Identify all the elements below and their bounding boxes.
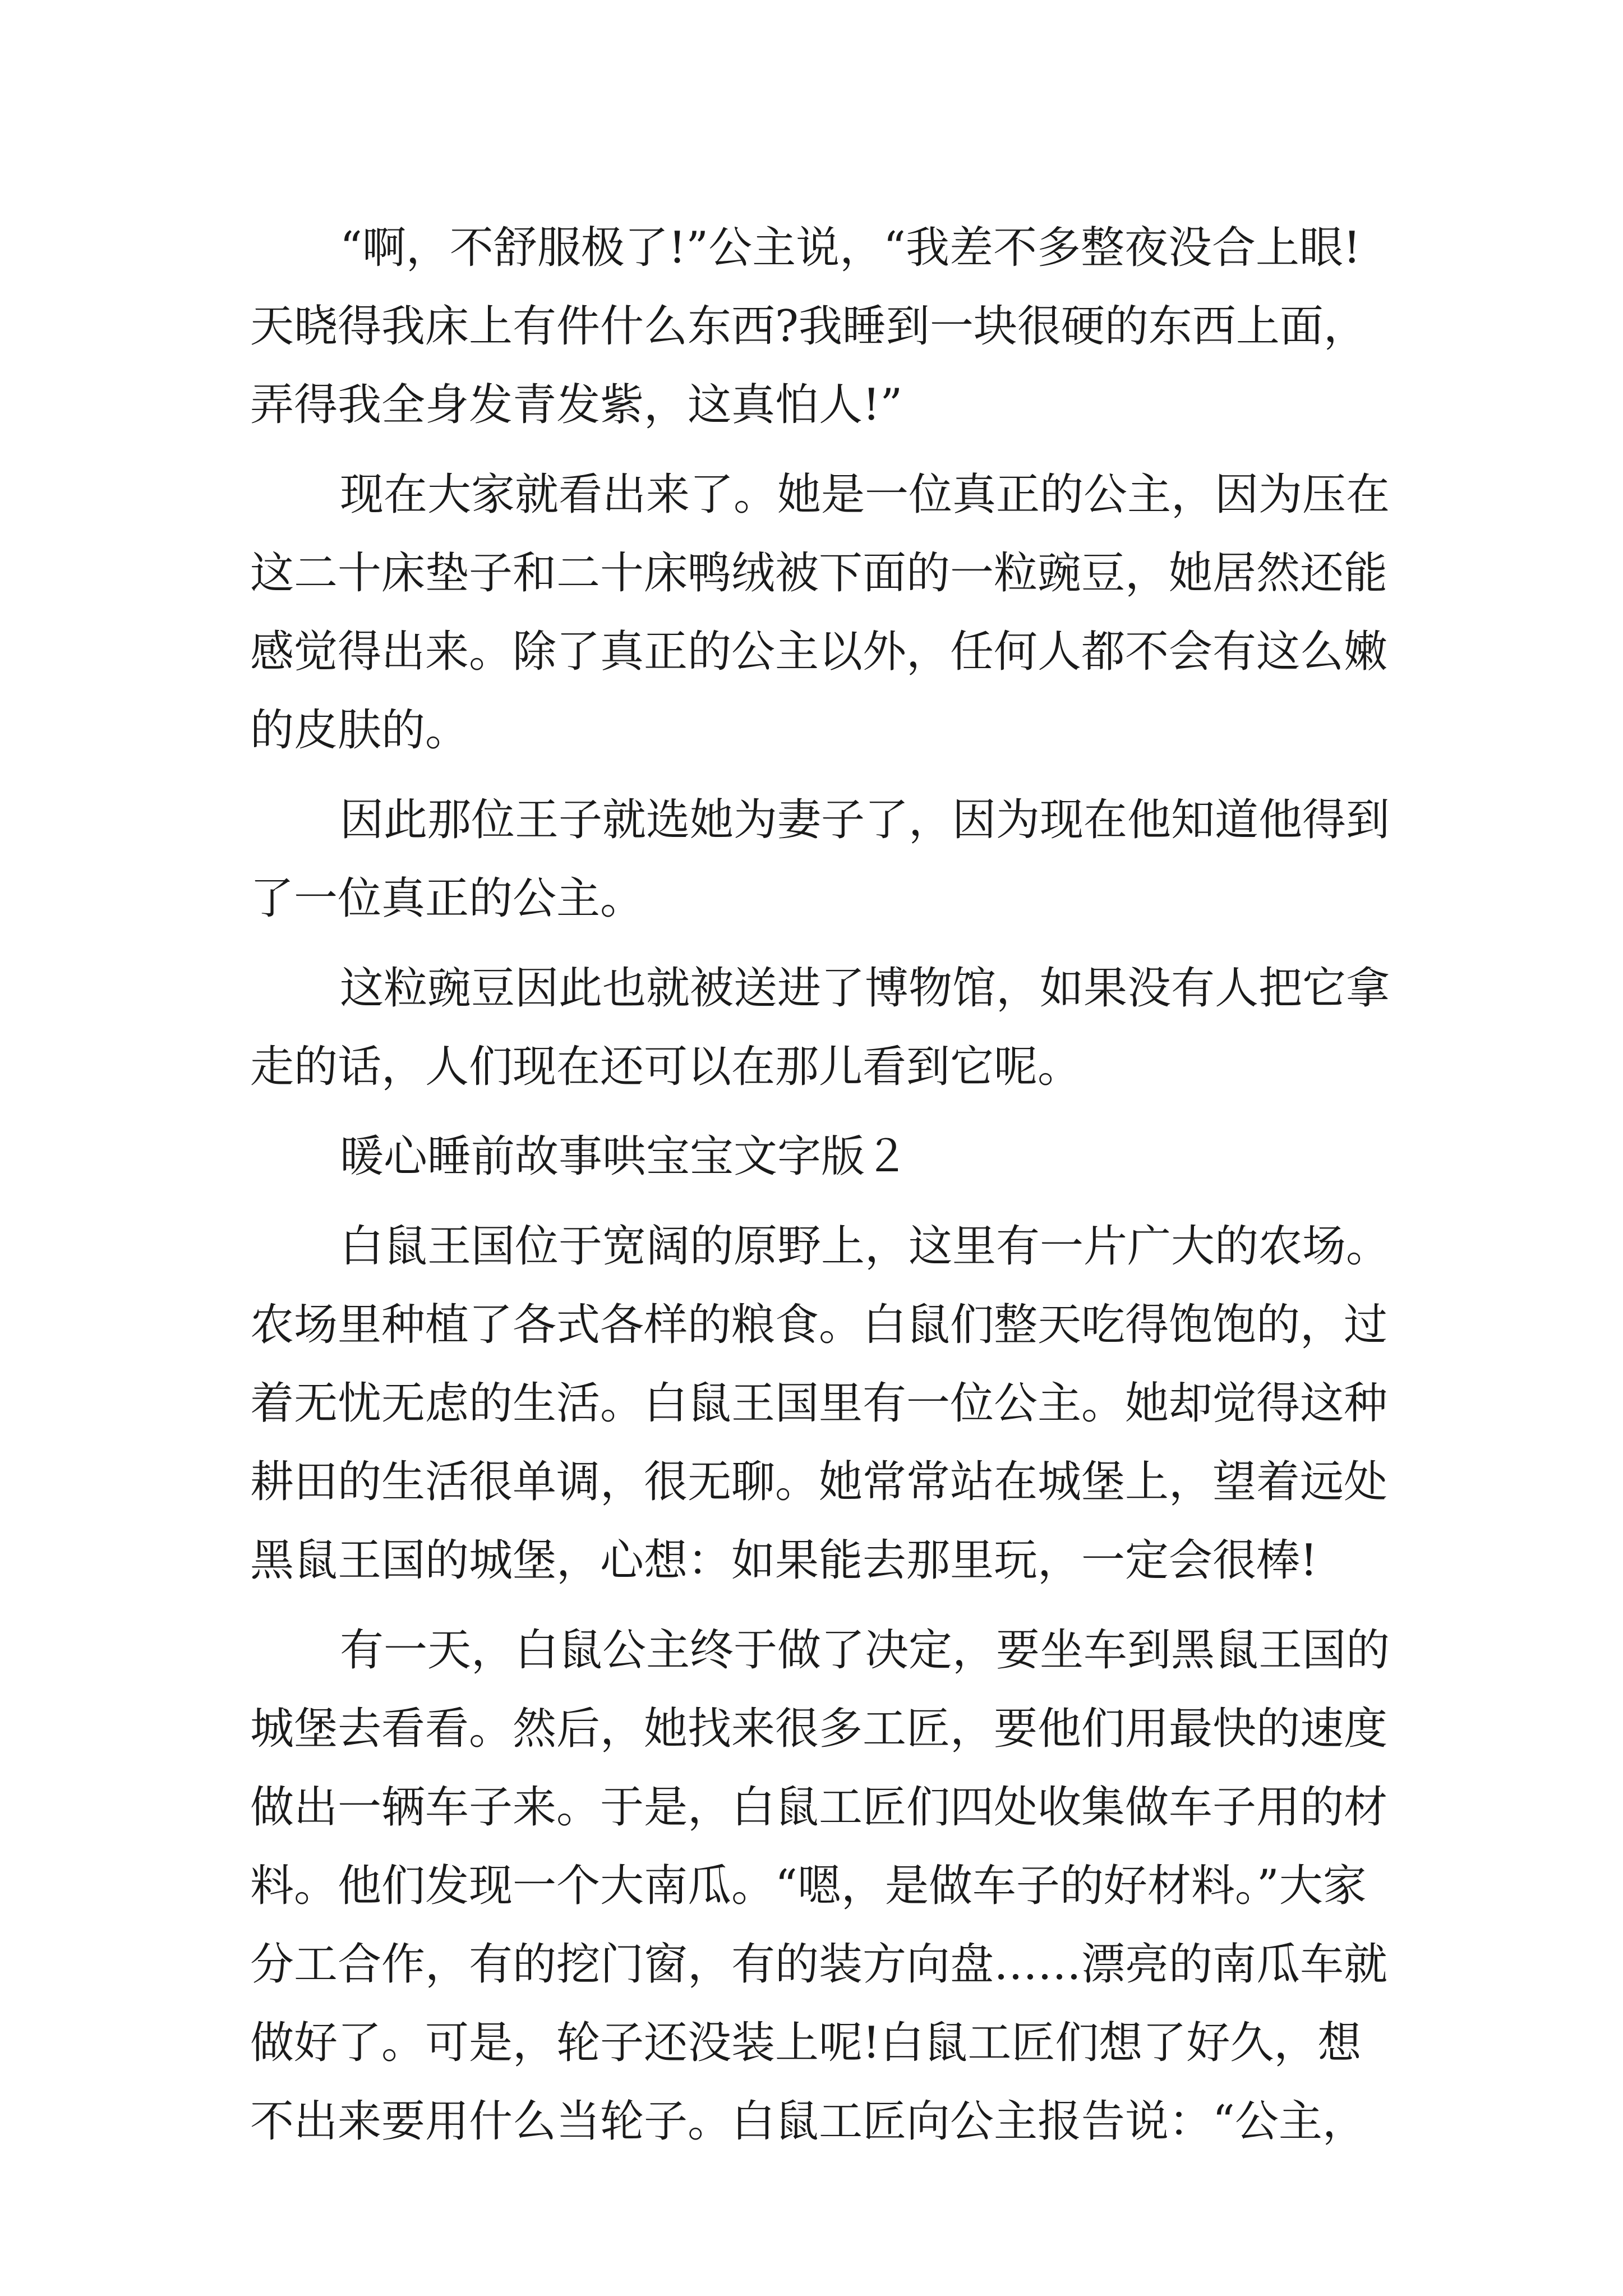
paragraph-line: 着无忧无虑的生活。白鼠王国里有一位公主。她却觉得这种 bbox=[250, 1378, 1388, 1429]
paragraph bbox=[250, 949, 1389, 1106]
paragraph-line: 城堡去看看。然后，她找来很多工匠，要他们用最快的速度 bbox=[250, 1704, 1388, 1754]
paragraph-line: 了一位真正的公主。 bbox=[250, 873, 644, 924]
paragraph-line: 有一天，白鼠公主终于做了决定，要坐车到黑鼠王国的 bbox=[340, 1625, 1390, 1676]
paragraph-line: 做好了。可是，轮子还没装上呢!白鼠工匠们想了好久，想 bbox=[250, 2018, 1362, 2068]
paragraph bbox=[250, 1611, 1389, 2161]
document-body bbox=[250, 209, 1389, 2161]
paragraph-line: 因此那位王子就选她为妻子了，因为现在他知道他得到 bbox=[340, 795, 1390, 845]
paragraph-line: 白鼠王国位于宽阔的原野上，这里有一片广大的农场。 bbox=[340, 1221, 1390, 1272]
paragraph-line: 料。他们发现一个大南瓜。“嗯，是做车子的好材料。”大家 bbox=[250, 1861, 1367, 1911]
paragraph-line: 的皮肤的。 bbox=[250, 705, 469, 756]
paragraph-line: “啊，不舒服极了!”公主说，“我差不多整夜没合上眼! bbox=[340, 223, 1361, 273]
paragraph-line: 天晓得我床上有件什么东西?我睡到一块很硬的东西上面， bbox=[250, 301, 1367, 352]
paragraph-line: 不出来要用什么当轮子。白鼠工匠向公主报告说：“公主， bbox=[250, 2096, 1366, 2147]
section-title-text: 暖心睡前故事哄宝宝文字版２ bbox=[340, 1131, 909, 1182]
paragraph-line: 黑鼠王国的城堡，心想：如果能去那里玩，一定会很棒! bbox=[250, 1535, 1318, 1586]
paragraph bbox=[250, 455, 1389, 770]
paragraph bbox=[250, 781, 1389, 938]
paragraph-line: 现在大家就看出来了。她是一位真正的公主，因为压在 bbox=[340, 470, 1390, 520]
paragraph-line: 这粒豌豆因此也就被送进了博物馆，如果没有人把它拿 bbox=[340, 963, 1390, 1014]
paragraph bbox=[250, 209, 1389, 444]
paragraph-line: 农场里种植了各式各样的粮食。白鼠们整天吃得饱饱的，过 bbox=[250, 1300, 1388, 1350]
section-title bbox=[250, 1117, 1389, 1196]
paragraph-line: 分工合作，有的挖门窗，有的装方向盘……漂亮的南瓜车就 bbox=[250, 1939, 1388, 1990]
paragraph-line: 走的话，人们现在还可以在那儿看到它呢。 bbox=[250, 1042, 1082, 1092]
paragraph-line: 这二十床垫子和二十床鸭绒被下面的一粒豌豆，她居然还能 bbox=[250, 548, 1388, 599]
paragraph-line: 弄得我全身发青发紫，这真怕人!” bbox=[250, 380, 903, 430]
paragraph-line: 做出一辆车子来。于是，白鼠工匠们四处收集做车子用的材 bbox=[250, 1782, 1388, 1833]
paragraph-line: 耕田的生活很单调，很无聊。她常常站在城堡上，望着远处 bbox=[250, 1457, 1388, 1507]
paragraph-line: 感觉得出来。除了真正的公主以外，任何人都不会有这么嫩 bbox=[250, 627, 1388, 677]
paragraph bbox=[250, 1207, 1389, 1600]
